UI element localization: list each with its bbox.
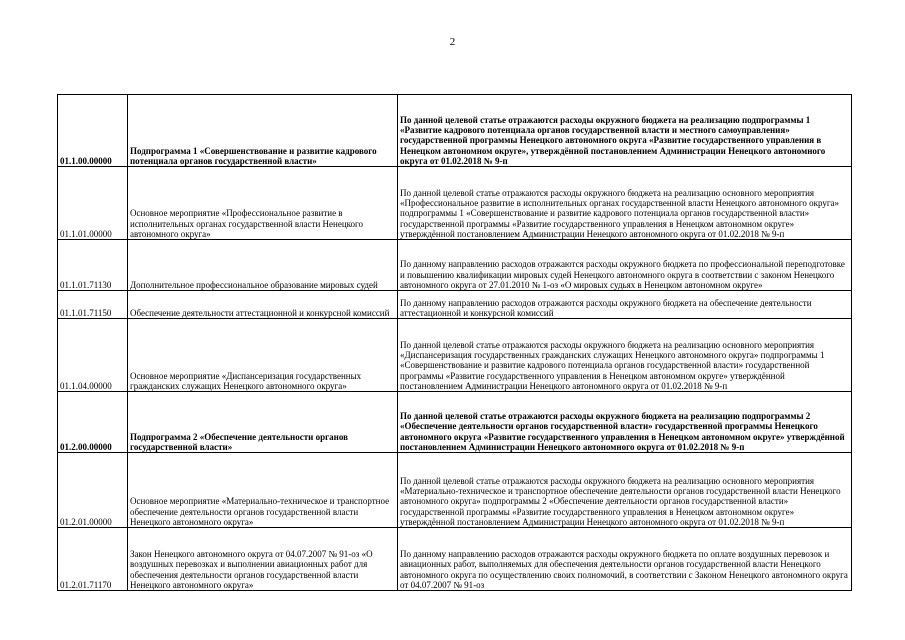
table-row xyxy=(58,392,852,453)
row-description: По данному направлению расходов отражаются расходы окружного бюджета по оплате воздушных перевозок и авиационных работ, выполняемых для обеспечения деятельности органов государственной власти Ненецкого автономного округа по осуществлению своих полномочий, в соответствии с Законом Ненецкого автономного округа от 04.07.2007 № 91-оз xyxy=(398,528,852,591)
table-row xyxy=(58,291,852,319)
row-code: 01.2.00.00000 xyxy=(58,392,128,453)
table-row xyxy=(58,167,852,240)
row-description: По данному направлению расходов отражаются расходы окружного бюджета по профессиональной переподготовке и повышению квалификации мировых судей Ненецкого автономного округа в соответствии с законом Ненецкого автономного округа от 27.01.2010 № 1-оз «О мировых судьях в Ненецком автономном округе» xyxy=(398,240,852,291)
row-code: 01.1.01.00000 xyxy=(58,167,128,240)
row-name: Основное мероприятие «Диспансеризация государственных гражданских служащих Ненецкого автономного округа» xyxy=(128,319,398,392)
row-name: Основное мероприятие «Профессиональное развитие в исполнительных органах государственной власти Ненецкого автономного округа» xyxy=(128,167,398,240)
row-code: 01.1.00.00000 xyxy=(58,95,128,167)
row-description: По данной целевой статье отражаются расходы окружного бюджета на реализацию основного мероприятия «Материально-техническое и транспортное обеспечение деятельности органов государственной власти Ненецкого автономного округа» подпрограммы 2 «Обеспечение деятельности органов государственной власти» государственной программы «Развитие государственного управления в Ненецком автономном округе» утверждённой постановлением Администрации Ненецкого автономного округа от 01.02.2018 № 9-п xyxy=(398,453,852,528)
row-name: Дополнительное профессиональное образование мировых судей xyxy=(128,240,398,291)
row-description: По данной целевой статье отражаются расходы окружного бюджета на реализацию подпрограммы 2 «Обеспечение деятельности органов государственной власти» государственной программы Ненецкого автономного округа «Развитие государственного управления в Ненецком автономном округе» утверждённой постановлением Администрации Ненецкого автономного округа от 01.02.2018 № 9-п xyxy=(398,392,852,453)
row-description: По данной целевой статье отражаются расходы окружного бюджета на реализацию основного мероприятия «Профессиональное развитие в исполнительных органах государственной власти Ненецкого автономного округа» подпрограммы 1 «Совершенствование и развитие кадрового потенциала органов государственной власти» государственной программы «Развитие государственного управления в Ненецком автономном округе» утверждённой постановлением Администрации Ненецкого автономного округа от 01.02.2018 № 9-п xyxy=(398,167,852,240)
row-description: По данной целевой статье отражаются расходы окружного бюджета на реализацию подпрограммы 1 «Развитие кадрового потенциала органов государственной власти и местного самоуправления» государственной программы Ненецкого автономного округа «Развитие государственного управления в Ненецком автономном округе», утверждённой постановлением Администрации Ненецкого автономного округа от 01.02.2018 № 9-п xyxy=(398,95,852,167)
row-code: 01.2.01.00000 xyxy=(58,453,128,528)
table-row xyxy=(58,453,852,528)
row-code: 01.1.01.71130 xyxy=(58,240,128,291)
budget-classification-table xyxy=(57,94,852,591)
row-code: 01.2.01.71170 xyxy=(58,528,128,591)
table-row xyxy=(58,95,852,167)
table-row xyxy=(58,319,852,392)
table-row xyxy=(58,240,852,291)
row-name: Подпрограмма 1 «Совершенствование и развитие кадрового потенциала органов государственной власти» xyxy=(128,95,398,167)
row-code: 01.1.01.71150 xyxy=(58,291,128,319)
row-name: Обеспечение деятельности аттестационной и конкурсной комиссий xyxy=(128,291,398,319)
row-code: 01.1.04.00000 xyxy=(58,319,128,392)
table-row xyxy=(58,528,852,591)
row-name: Подпрограмма 2 «Обеспечение деятельности органов государственной власти» xyxy=(128,392,398,453)
row-name: Основное мероприятие «Материально-техническое и транспортное обеспечение деятельности органов государственной власти Ненецкого автономного округа» xyxy=(128,453,398,528)
page-number: 2 xyxy=(449,36,456,48)
row-description: По данной целевой статье отражаются расходы окружного бюджета на реализацию основного мероприятия «Диспансеризация государственных гражданских служащих Ненецкого автономного округа» подпрограммы 1 «Совершенствование и развитие кадрового потенциала органов государственной власти» государственной программы «Развитие государственного управления в Ненецком автономном округе» утверждённой постановлением Администрации Ненецкого автономного округа от 01.02.2018 № 9-п xyxy=(398,319,852,392)
row-description: По данному направлению расходов отражаются расходы окружного бюджета на обеспечение деятельности аттестационной и конкурсной комиссий xyxy=(398,291,852,319)
row-name: Закон Ненецкого автономного округа от 04.07.2007 № 91-оз «О воздушных перевозках и выполнении авиационных работ для обеспечения деятельности органов государственной власти Ненецкого автономного округа» xyxy=(128,528,398,591)
